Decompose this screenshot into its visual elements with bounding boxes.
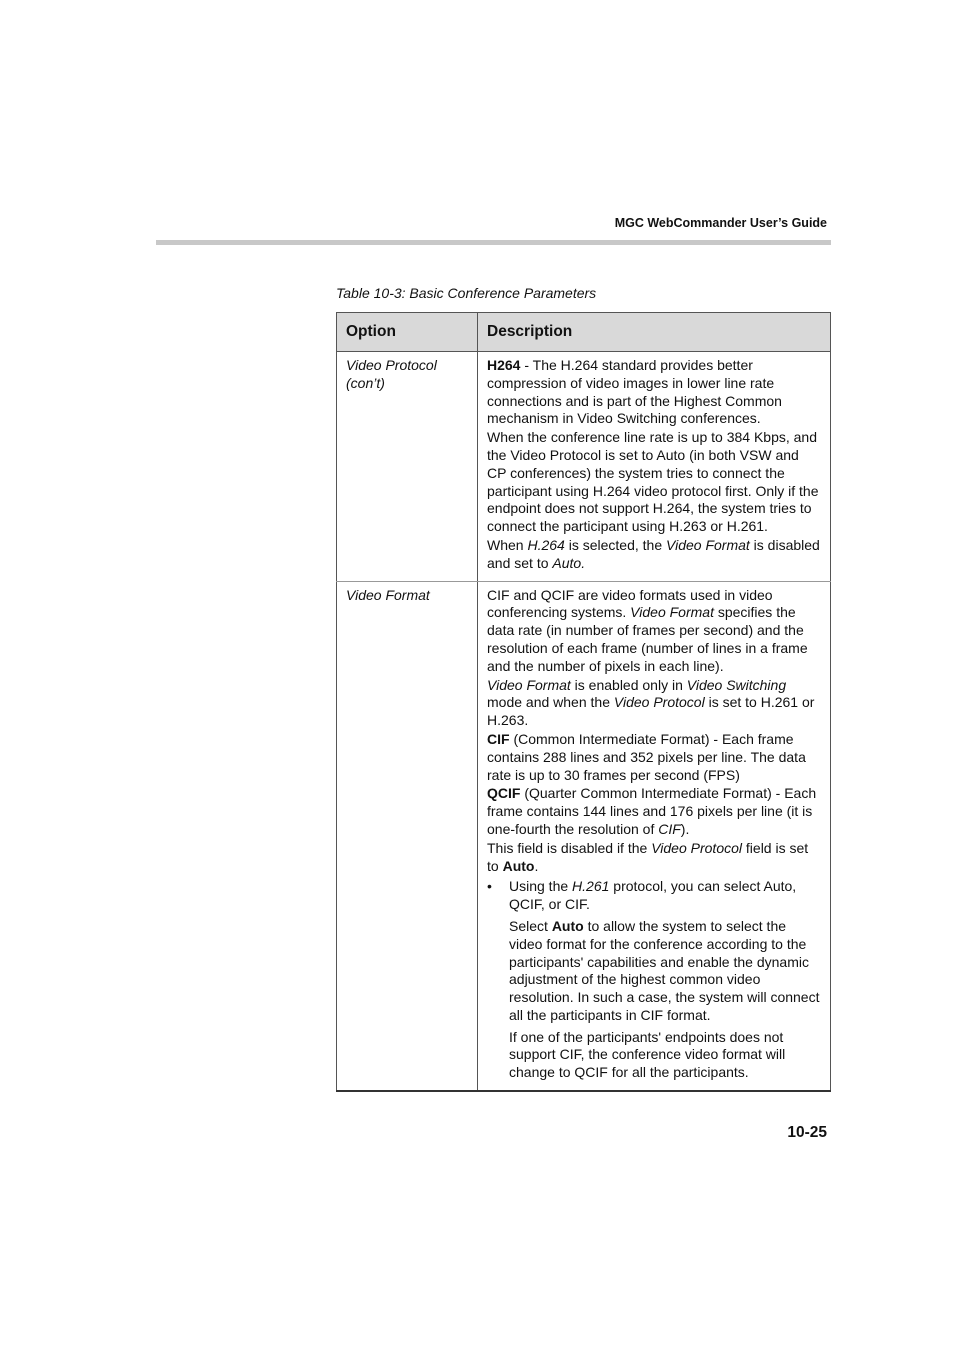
cif-paragraph: CIF (Common Intermediate Format) - Each frame contains 288 lines and 352 pixels per line. The data rate is up to 30 frames per second (FPS) [487,730,806,783]
auto-paragraph: When the conference line rate is up to 384 Kbps, and the Video Protocol is set to Auto (in both VSW and CP conferences) the system tries to connect the participant using H.264 video protocol first. Only if the endpoint does not support H.264, the system tries to connect the participant using H.263 or H.261. [487,429,819,535]
description-cell [478,581,831,1091]
table-header-row [337,313,831,352]
h264-term: H264 [487,357,521,373]
description-cell [478,352,831,582]
table-caption: Table 10-3: Basic Conference Parameters [336,285,597,301]
page-number: 10-25 [787,1124,827,1141]
qcif-paragraph: QCIF (Quarter Common Intermediate Format) - Each frame contains 144 lines and 176 pixels per line (it is one-fourth the resolution of CIF). [487,785,817,837]
bullet-text: Using the H.261 protocol, you can select Auto, QCIF, or CIF. [509,878,797,913]
h264-paragraph: H264 - The H.264 standard provides better compression of video images in lower line rate connections and is part of the Highest Common mechanism in Video Switching conferences. [487,357,782,427]
when-paragraph: When H.264 is selected, the Video Format is disabled and set to Auto. [487,536,820,571]
option-cell: Video Format [337,581,478,1091]
table-row [337,581,831,1091]
bullet-item [487,878,821,1082]
running-header: MGC WebCommander User’s Guide [614,216,827,230]
table-row [337,352,831,582]
formats-paragraph: CIF and QCIF are video formats used in video conferencing systems. Video Format specifies the data rate (in number of frames per second) and the resolution of each frame (number of lines in a frame and the number of pixels in each line). [487,586,808,674]
option-cell: Video Protocol (con’t) [337,352,478,582]
parameters-table [336,312,831,1092]
enabled-paragraph: Video Format is enabled only in Video Switching mode and when the Video Protocol is set to H.261 or H.263. [487,676,815,729]
bullet-icon: • [487,878,492,895]
column-header-option: Option [337,313,478,352]
header-rule [156,240,831,245]
column-header-description: Description [478,313,831,352]
disabled-paragraph: This field is disabled if the Video Protocol field is set to Auto. [487,839,809,874]
fallback-paragraph: If one of the participants' endpoints does not support CIF, the conference video format will change to QCIF for all the participants. [509,1028,786,1081]
select-auto-paragraph: Select Auto to allow the system to select the video format for the conference according to the participants' capabilities and enable the dynamic adjustment of the highest common video resolution. In such a case, the system will connect all the participants in CIF format. [509,917,820,1023]
